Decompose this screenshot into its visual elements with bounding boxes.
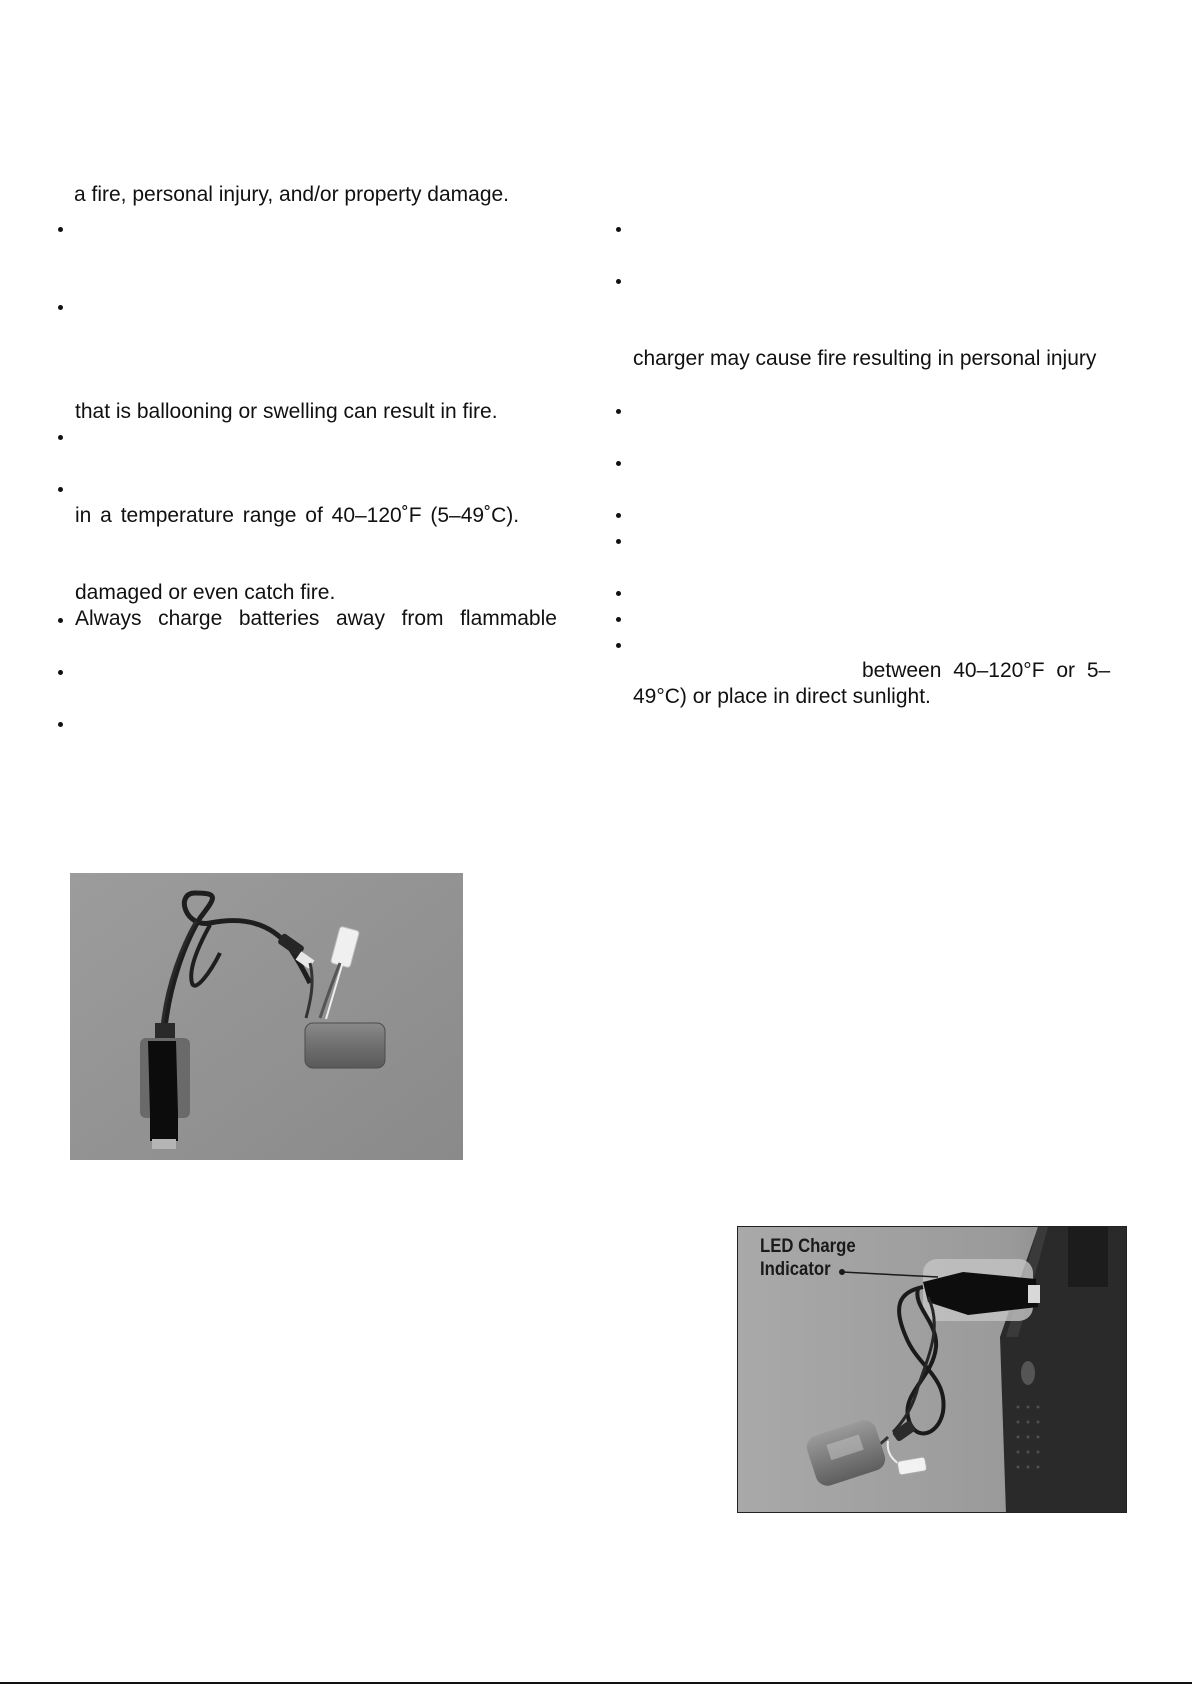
led-charge-indicator-label [760, 1235, 856, 1281]
right-text-line-1: charger may cause fire resulting in personal injury [633, 347, 1097, 370]
right-text-line-3: 49°C) or place in direct sunlight. [633, 685, 931, 708]
word: charge [158, 607, 223, 630]
word: away [335, 607, 385, 630]
bullet [58, 435, 63, 440]
bullet [616, 643, 621, 648]
bullet [58, 670, 63, 675]
bullet [616, 591, 621, 596]
bullet [616, 279, 621, 284]
usb-charger-battery-photo [70, 873, 463, 1160]
word: batteries [238, 607, 320, 630]
bottom-rule [0, 1682, 1192, 1684]
left-text-line-4: damaged or even catch fire. [75, 581, 336, 604]
bullet [616, 513, 621, 518]
left-text-line-5 [75, 606, 557, 632]
left-text-line-1: a fire, personal injury, and/or property damage. [74, 183, 510, 206]
bullet [58, 618, 63, 623]
left-text-line-2: that is ballooning or swelling can result in fire. [75, 400, 498, 423]
word: from [401, 607, 444, 630]
bullet [58, 487, 63, 492]
bullet [58, 227, 63, 232]
bullet [616, 539, 621, 544]
bullet [616, 227, 621, 232]
bullet [616, 461, 621, 466]
left-text-line-3: in a temperature range of 40–120˚F (5–49˚C). [75, 504, 520, 527]
label-line: LED Charge [760, 1236, 856, 1257]
bullet [58, 722, 63, 727]
word: Always [75, 607, 142, 630]
led-charge-indicator-photo [737, 1226, 1127, 1513]
word: flammable [460, 607, 557, 630]
bullet [58, 305, 63, 310]
bullet [616, 617, 621, 622]
label-line: Indicator [760, 1259, 831, 1280]
bullet [616, 409, 621, 414]
right-text-line-2: between 40–120°F or 5– [862, 659, 1111, 682]
